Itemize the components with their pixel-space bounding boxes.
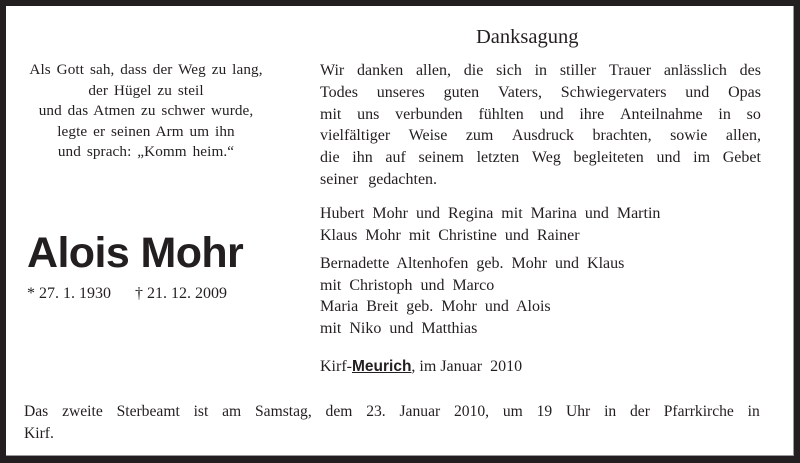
family-group-1 bbox=[320, 203, 660, 246]
word: uns bbox=[357, 105, 380, 123]
word: in bbox=[534, 62, 548, 79]
word: unseres bbox=[376, 83, 425, 101]
word: Uhr bbox=[566, 403, 591, 420]
word: Trauer bbox=[609, 62, 652, 79]
word: vielfältiger bbox=[320, 127, 391, 145]
word: seinem bbox=[418, 149, 464, 167]
word: Januar bbox=[399, 403, 441, 420]
paragraph-line bbox=[320, 104, 761, 126]
poem bbox=[26, 60, 266, 163]
word: ihre bbox=[579, 105, 605, 123]
word: anlässlich bbox=[663, 62, 727, 79]
word: Opas bbox=[728, 83, 761, 101]
word: in bbox=[718, 105, 731, 123]
word: Ausdruck bbox=[511, 127, 575, 145]
word: mit bbox=[320, 105, 342, 123]
word: um bbox=[502, 403, 523, 420]
word: am bbox=[222, 403, 242, 420]
word: begleiteten bbox=[573, 149, 644, 167]
word: und bbox=[685, 83, 710, 101]
word: Todes bbox=[320, 83, 358, 101]
paragraph-line bbox=[320, 147, 761, 169]
announcement-line: Kirf. bbox=[24, 425, 54, 442]
paragraph-line bbox=[320, 82, 761, 104]
word: brachten, bbox=[592, 127, 652, 145]
word: sowie bbox=[670, 127, 708, 145]
word: der bbox=[630, 403, 650, 420]
paragraph-line: seiner gedachten. bbox=[320, 170, 438, 188]
word: fühlten bbox=[478, 105, 524, 123]
thanks-paragraph bbox=[320, 60, 761, 191]
word: Samstag, bbox=[254, 403, 312, 420]
place-prefix: Kirf- bbox=[320, 358, 352, 375]
family-line: Maria Breit geb. Mohr und Alois bbox=[320, 298, 551, 316]
poem-line: legte er seinen Arm um ihn bbox=[57, 122, 235, 140]
word: allen, bbox=[415, 62, 452, 79]
death-date: † 21. 12. 2009 bbox=[135, 285, 227, 302]
word: Weise bbox=[408, 127, 448, 145]
word: verbunden bbox=[395, 105, 463, 123]
word: des bbox=[739, 62, 761, 79]
word: in bbox=[747, 403, 760, 420]
place-and-date bbox=[320, 356, 522, 378]
life-dates bbox=[27, 284, 227, 304]
thanks-title: Danksagung bbox=[476, 26, 579, 48]
word: 23. bbox=[366, 403, 386, 420]
date-suffix: , im Januar 2010 bbox=[411, 358, 523, 375]
word: Schwiegervaters bbox=[560, 83, 667, 101]
poem-line: Als Gott sah, dass der Weg zu lang, bbox=[29, 61, 263, 78]
word: Sterbeamt bbox=[116, 403, 180, 420]
family-line: Bernadette Altenhofen geb. Mohr und Klaus bbox=[320, 255, 625, 272]
word: zum bbox=[465, 127, 494, 145]
poem-line: und sprach: „Komm heim.“ bbox=[57, 143, 235, 161]
word: im bbox=[693, 149, 711, 167]
word: die bbox=[463, 62, 484, 79]
word: letzten bbox=[476, 149, 520, 167]
family-line: Klaus Mohr mit Christine und Rainer bbox=[320, 226, 580, 244]
word: und bbox=[656, 149, 681, 167]
announcement-line bbox=[24, 401, 760, 423]
word: in bbox=[604, 403, 617, 420]
word: Gebet bbox=[722, 149, 761, 167]
word: 2010, bbox=[453, 403, 490, 420]
poem-line: und das Atmen zu schwer wurde, bbox=[38, 102, 254, 120]
service-announcement bbox=[24, 401, 760, 445]
family-line: mit Niko und Matthias bbox=[320, 319, 478, 337]
word: auf bbox=[385, 149, 406, 167]
word: Wir bbox=[320, 62, 345, 79]
word: ihn bbox=[352, 149, 373, 167]
word: stiller bbox=[559, 62, 597, 79]
family-group-2 bbox=[320, 253, 624, 339]
poem-line: der Hügel zu steil bbox=[88, 81, 204, 99]
town-name: Meurich bbox=[351, 358, 412, 375]
word: guten bbox=[443, 83, 480, 101]
word: zweite bbox=[62, 403, 103, 420]
word: und bbox=[539, 105, 564, 123]
family-line: mit Christoph und Marco bbox=[320, 276, 495, 294]
word: ist bbox=[193, 403, 209, 420]
birth-date: * 27. 1. 1930 bbox=[27, 285, 111, 302]
family-line: Hubert Mohr und Regina mit Marina und Martin bbox=[320, 205, 661, 222]
word: allen, bbox=[725, 127, 761, 145]
word: sich bbox=[496, 62, 522, 79]
word: Das bbox=[24, 403, 49, 420]
word: Anteilnahme bbox=[620, 105, 703, 123]
word: Weg bbox=[531, 149, 561, 167]
word: so bbox=[746, 105, 761, 123]
word: 19 bbox=[536, 403, 553, 420]
word: Pfarrkirche bbox=[663, 403, 734, 420]
word: die bbox=[320, 149, 340, 167]
word: danken bbox=[356, 62, 404, 79]
word: dem bbox=[325, 403, 353, 420]
word: Vaters, bbox=[497, 83, 542, 101]
deceased-name: Alois Mohr bbox=[27, 229, 244, 277]
paragraph-line bbox=[320, 60, 761, 82]
paragraph-line bbox=[320, 125, 761, 147]
